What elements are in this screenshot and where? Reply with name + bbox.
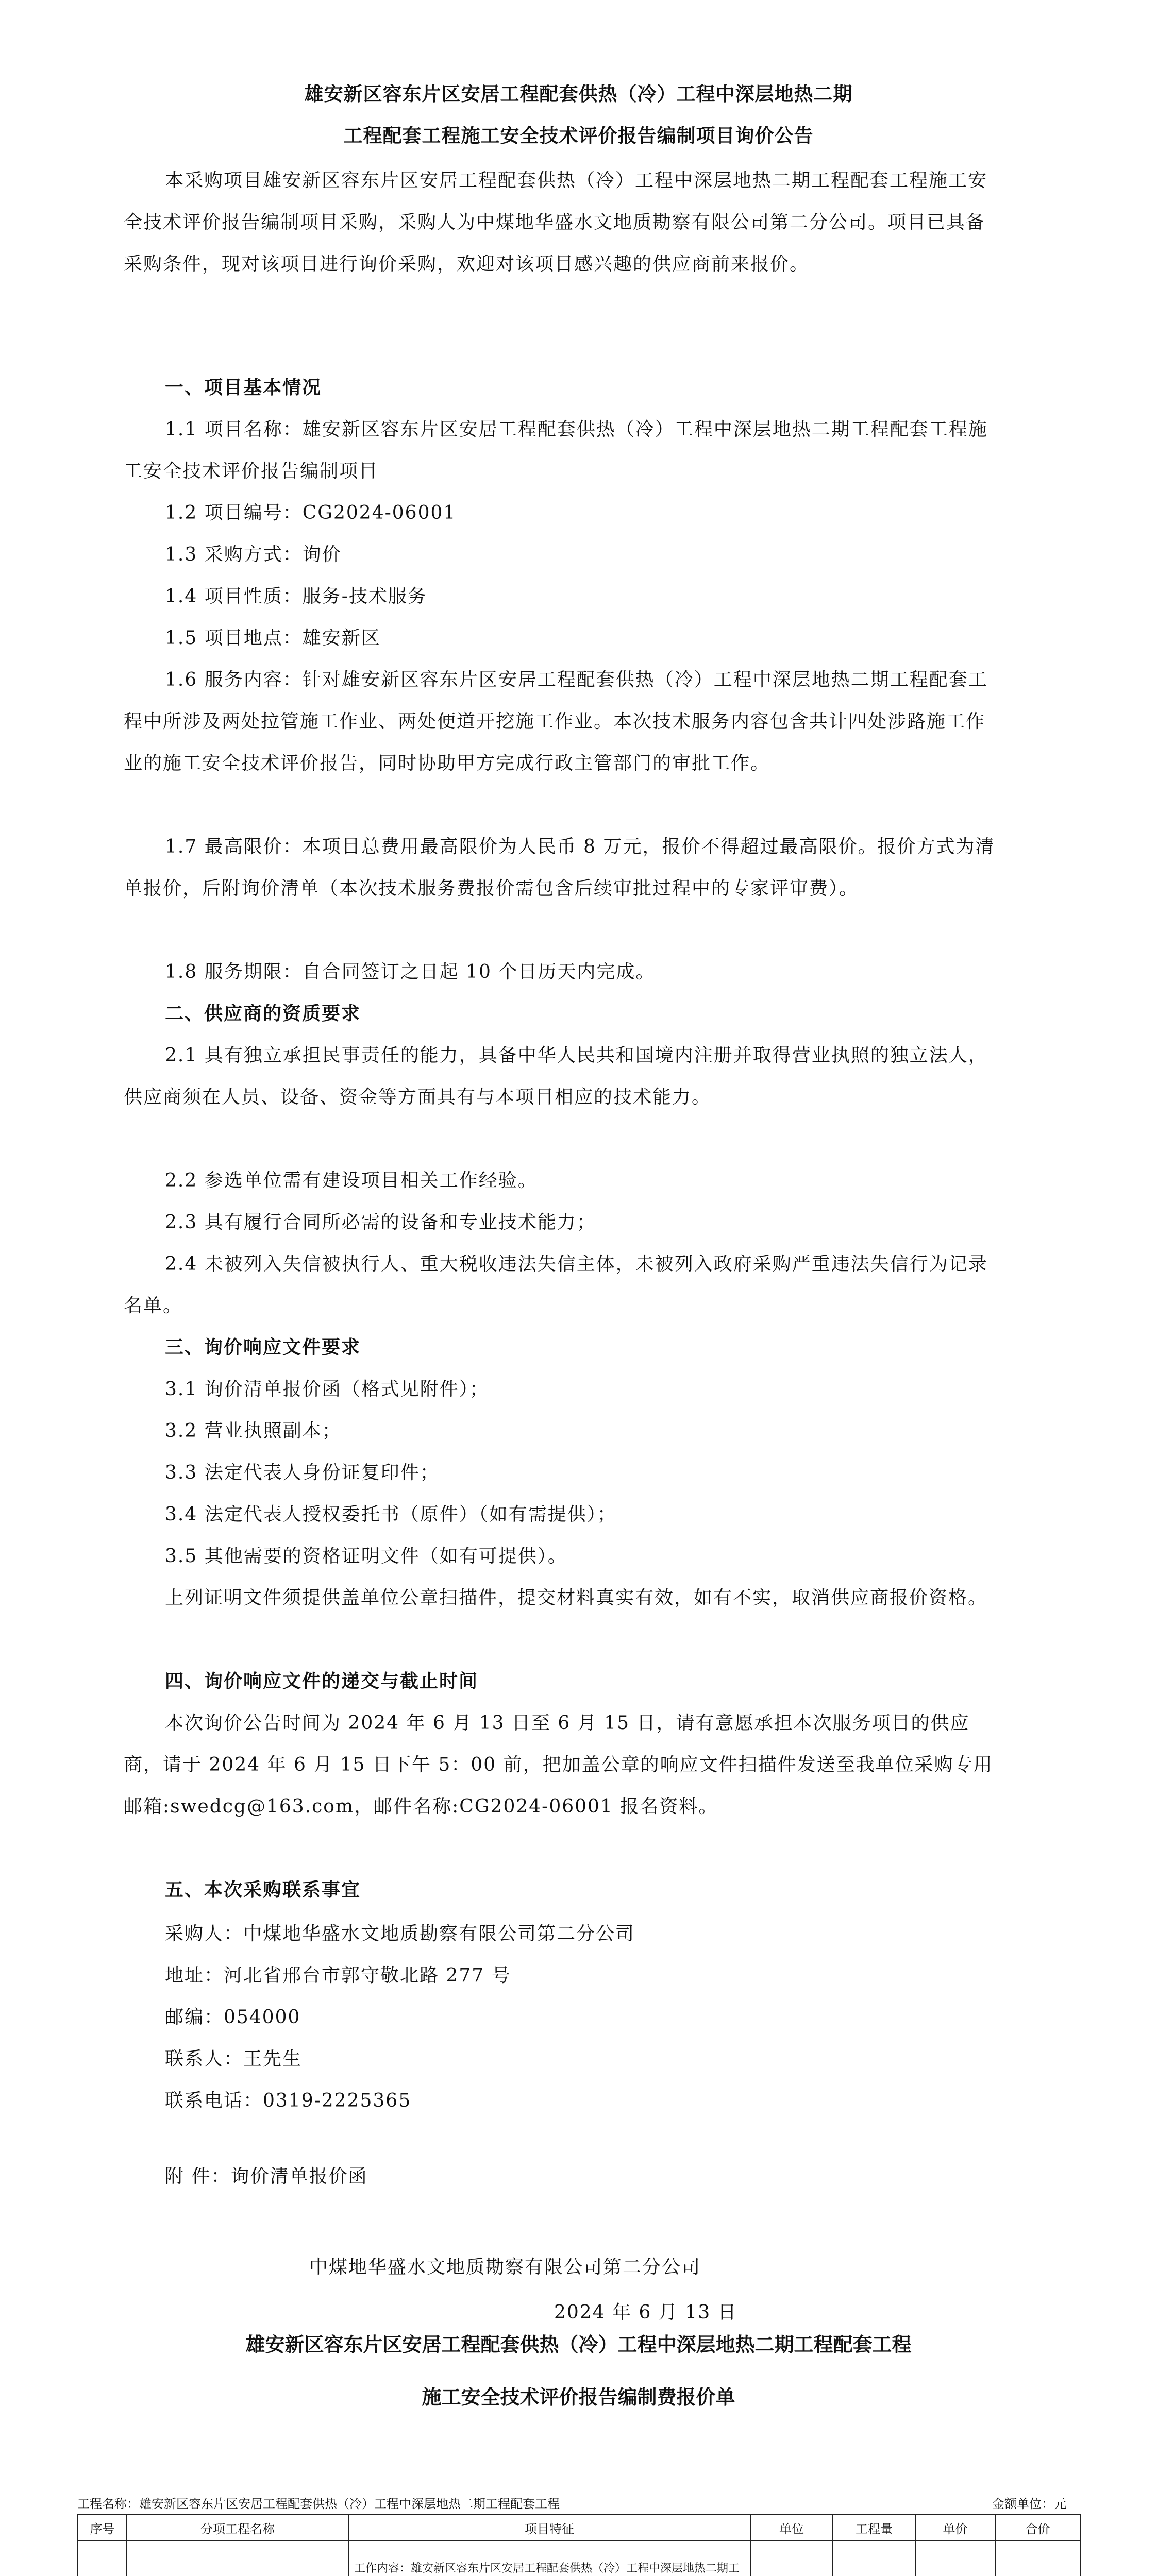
postcode-line: 邮编：054000 [165,2007,301,2028]
header-unit: 单位 [750,2515,833,2540]
item-1-4: 1.4 项目性质：服务-技术服务 [165,586,427,607]
item-3-1: 3.1 询价清单报价函（格式见附件）； [165,1379,489,1400]
buyer-line: 采购人：中煤地华盛水文地质勘察有限公司第二分公司 [165,1923,635,1944]
item-3-3: 3.3 法定代表人身份证复印件； [165,1462,440,1483]
item-3-2: 3.2 营业执照副本； [165,1420,342,1442]
item-1-2: 1.2 项目编号：CG2024-06001 [165,502,457,523]
item-1-3: 1.3 采购方式：询价 [165,544,342,565]
cell-item-name [127,2540,348,2576]
item-1-1: 1.1 项目名称：雄安新区容东片区安居工程配套供热（冷）工程中深层地热二期工程配套工程施工安全技术评价报告编制项目 [124,419,988,482]
project-name-label: 工程名称：雄安新区容东片区安居工程配套供热（冷）工程中深层地热二期工程配套工程 [77,2497,560,2511]
item-2-4: 2.4 未被列入失信被执行人、重大税收违法失信主体，未被列入政府采购严重违法失信行为记录名单。 [124,1253,988,1316]
cell-unit-price[interactable] [915,2540,995,2576]
section-3-note: 上列证明文件须提供盖单位公章扫描件，提交材料真实有效，如有不实，取消供应商报价资格。 [165,1587,988,1608]
cell-total-price[interactable] [995,2540,1080,2576]
item-1-5: 1.5 项目地点：雄安新区 [165,628,381,649]
address-line: 地址：河北省邢台市郭守敬北路 277 号 [165,1965,511,1986]
item-1-7: 1.7 最高限价：本项目总费用最高限价为人民币 8 万元，报价不得超过最高限价。报价方式为清单报价，后附询价清单（本次技术服务费报价需包含后续审批过程中的专家评审费）。 [124,836,995,899]
signature-company: 中煤地华盛水文地质勘察有限公司第二分公司 [309,2257,701,2278]
item-2-3: 2.3 具有履行合同所必需的设备和专业技术能力； [165,1212,596,1233]
section-4-text: 本次询价公告时间为 2024 年 6 月 13 日至 6 月 15 日，请有意愿承担本次服务项目的供应商，请于 2024 年 6 月 15 日下午 5：00 前，把加盖公章的响应文件扫描件发送至我单位采购专用邮箱:swedcg@163.com，邮件名称:CG2024-06001 报名资料。 [124,1713,993,1817]
table-row-main [78,2540,1080,2576]
item-3-5: 3.5 其他需要的资格证明文件（如有可提供）。 [165,1546,567,1567]
item-2-2: 2.2 参选单位需有建设项目相关工作经验。 [165,1170,538,1191]
quote-title-line1: 雄安新区容东片区安居工程配套供热（冷）工程中深层地热二期工程配套工程 [245,2333,912,2356]
header-item-name: 分项工程名称 [127,2515,348,2540]
phone-line: 联系电话：0319-2225365 [165,2090,412,2111]
header-total-price: 合价 [995,2515,1080,2540]
signature-date: 2024 年 6 月 13 日 [554,2302,737,2323]
cell-unit [750,2540,833,2576]
section-2-heading: 二、供应商的资质要求 [165,1003,361,1024]
notice-title-line1: 雄安新区容东片区安居工程配套供热（冷）工程中深层地热二期 [304,83,853,105]
header-feature: 项目特征 [348,2515,750,2540]
header-no: 序号 [78,2515,127,2540]
header-quantity: 工程量 [833,2515,915,2540]
item-1-6: 1.6 服务内容：针对雄安新区容东片区安居工程配套供热（冷）工程中深层地热二期工程配套工程中所涉及两处拉管施工作业、两处便道开挖施工作业。本次技术服务内容包含共计四处涉路施工作业的施工安全技术评价报告，同时协助甲方完成行政主管部门的审批工作。 [124,669,988,774]
section-1-heading: 一、项目基本情况 [165,377,322,398]
table-header-row [78,2515,1080,2540]
currency-unit-label: 金额单位：元 [992,2497,1066,2511]
header-unit-price: 单价 [915,2515,995,2540]
cell-feature: 工作内容：雄安新区容东片区安居工程配套供热（冷）工程中深层地热二期工 [348,2540,750,2576]
attachment-line: 附 件：询价清单报价函 [165,2166,368,2187]
cell-no [78,2540,127,2576]
item-2-1: 2.1 具有独立承担民事责任的能力，具备中华人民共和国境内注册并取得营业执照的独立法人，供应商须在人员、设备、资金等方面具有与本项目相应的技术能力。 [124,1045,988,1108]
intro-paragraph: 本采购项目雄安新区容东片区安居工程配套供热（冷）工程中深层地热二期工程配套工程施工安全技术评价报告编制项目采购，采购人为中煤地华盛水文地质勘察有限公司第二分公司。项目已具备采购条件，现对该项目进行询价采购，欢迎对该项目感兴趣的供应商前来报价。 [124,170,988,275]
contact-line: 联系人：王先生 [165,2048,303,2070]
item-1-8: 1.8 服务期限：自合同签订之日起 10 个日历天内完成。 [165,961,656,982]
section-3-heading: 三、询价响应文件要求 [165,1336,361,1358]
section-5-heading: 五、本次采购联系事宜 [165,1879,361,1901]
notice-title-line2: 工程配套工程施工安全技术评价报告编制项目询价公告 [343,125,814,147]
cell-quantity [833,2540,915,2576]
item-3-4: 3.4 法定代表人授权委托书（原件）（如有需提供）； [165,1504,617,1525]
section-4-heading: 四、询价响应文件的递交与截止时间 [165,1670,479,1692]
quote-title-line2: 施工安全技术评价报告编制费报价单 [422,2386,735,2409]
quote-table [77,2514,1081,2576]
